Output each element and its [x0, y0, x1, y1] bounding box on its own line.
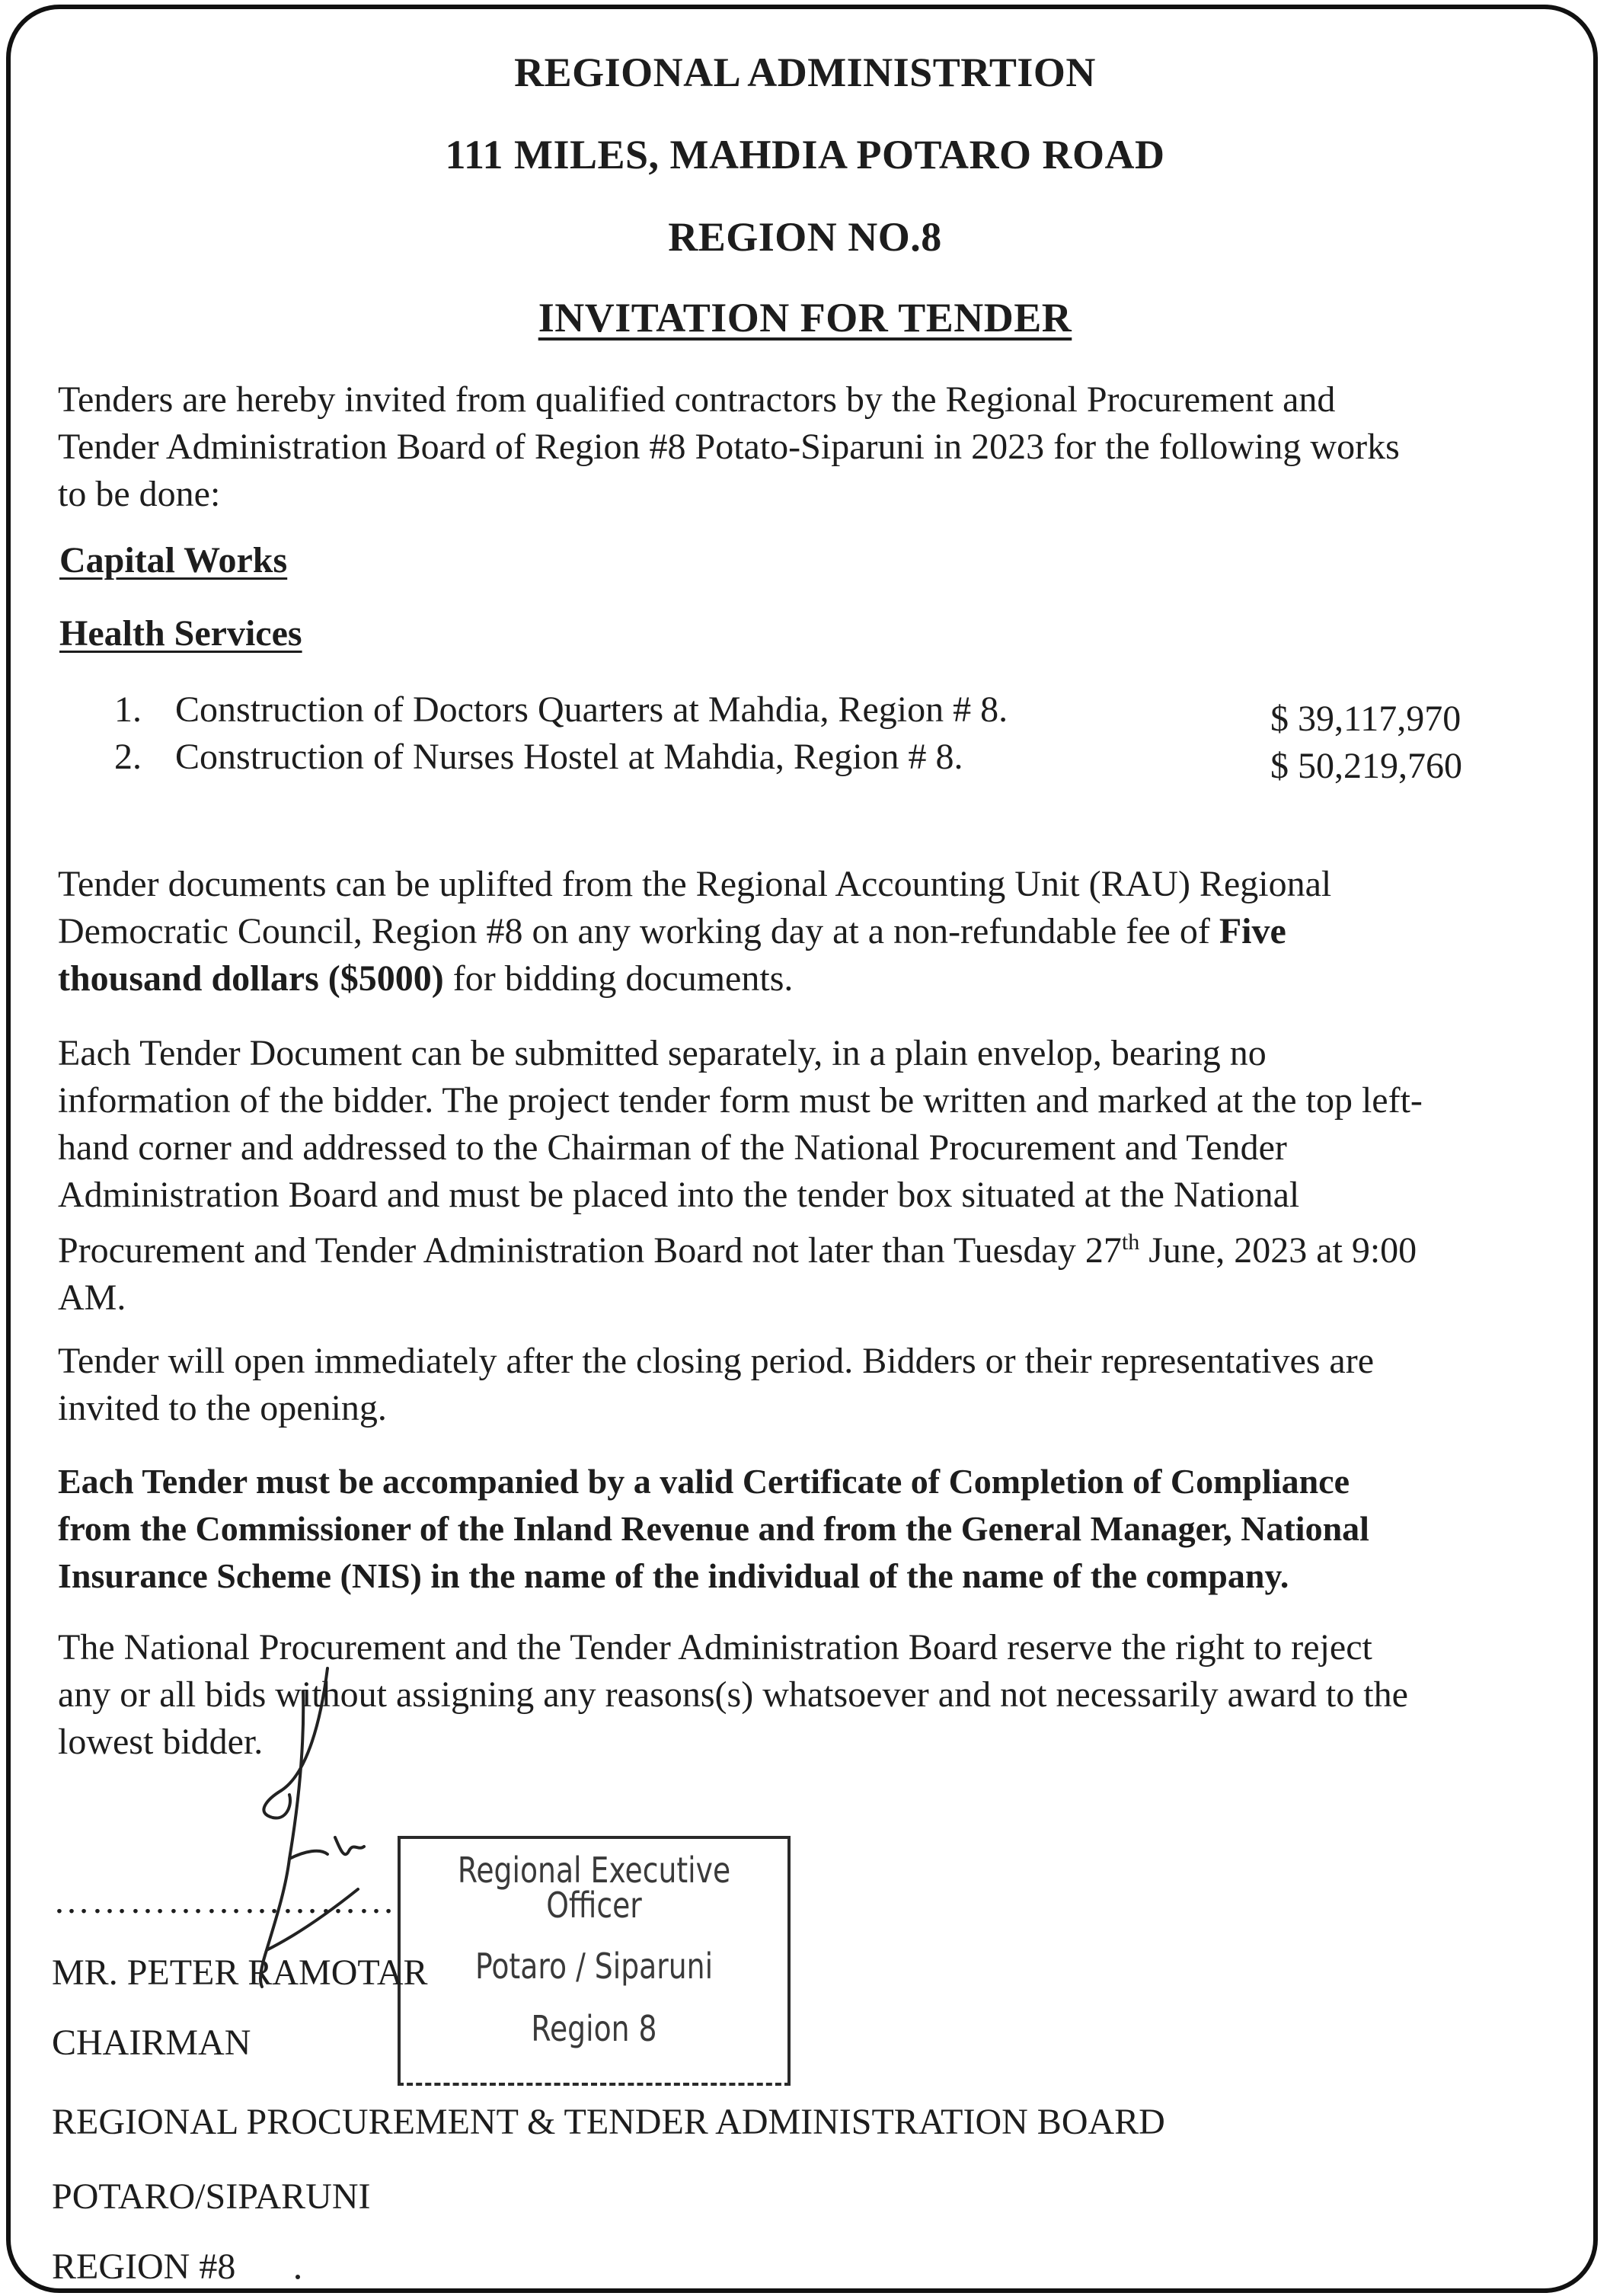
work-amount: $ 39,117,970 — [1270, 699, 1461, 739]
rights-paragraph: The National Procurement and the Tender Administration Board reserve the right to reject any or all bids without assigning any reasons(s) whatsoever and not necessarily award to the lowest bidder. — [58, 1627, 1408, 1762]
handwritten-signature — [213, 1661, 411, 1988]
work-item: 2. Construction of Nurses Hostel at Mahdia, Region # 8. — [114, 737, 963, 777]
work-amount: $ 50,219,760 — [1270, 746, 1462, 786]
stray-mark — [295, 2275, 300, 2279]
header-administration: REGIONAL ADMINISTRTION — [514, 50, 1096, 95]
signatory-area: POTARO/SIPARUNI — [52, 2176, 371, 2217]
signature-line: ……………………… — [53, 1881, 396, 1921]
compliance-paragraph: Each Tender must be accompanied by a valid Certificate of Completion of Compliance from the Commissioner of the Inland Revenue and from the General Manager, National Insurance Scheme (NIS) in the name of the individual of the name of the company. — [58, 1462, 1369, 1595]
work-item: 1. Construction of Doctors Quarters at Mahdia, Region # 8. — [114, 689, 1008, 730]
document-title: INVITATION FOR TENDER — [538, 295, 1072, 341]
signatory-region: REGION #8 — [52, 2246, 236, 2287]
signatory-name: MR. PETER RAMOTAR — [52, 1952, 428, 1993]
intro-paragraph: Tenders are hereby invited from qualified contractors by the Regional Procurement and Tender Administration Board of Region #8 Potato-Siparuni in 2023 for the following works to be done: — [58, 379, 1400, 514]
opening-paragraph: Tender will open immediately after the closing period. Bidders or their representatives are invited to the opening. — [58, 1341, 1375, 1428]
header-region: REGION NO.8 — [668, 214, 942, 260]
section-capital-works: Capital Works — [59, 540, 288, 580]
documents-paragraph: Tender documents can be uplifted from the Regional Accounting Unit (RAU) Regional Democratic Council, Region #8 on any working day at a non-refundable fee of Five thousand dollars ($5000) for bidding documents. — [58, 864, 1332, 999]
section-health-services: Health Services — [59, 613, 302, 654]
signatory-role: CHAIRMAN — [52, 2023, 251, 2063]
submission-paragraph: Each Tender Document can be submitted separately, in a plain envelop, bearing no information of the bidder. The project tender form must be written and marked at the top left- hand corner and addressed to the Chairman of the National Procurement and Tender Administration Board and must be placed into the tender box situated at the National Procurement and Tender Administration Board not later than Tuesday 27th June, 2023 at 9:00 AM. — [58, 1033, 1423, 1318]
signatory-board: REGIONAL PROCUREMENT & TENDER ADMINISTRATION BOARD — [52, 2102, 1165, 2142]
official-stamp: Regional Executive Officer Potaro / Siparuni Region 8 — [398, 1836, 791, 2086]
header-address: 111 MILES, MAHDIA POTARO ROAD — [445, 132, 1165, 177]
